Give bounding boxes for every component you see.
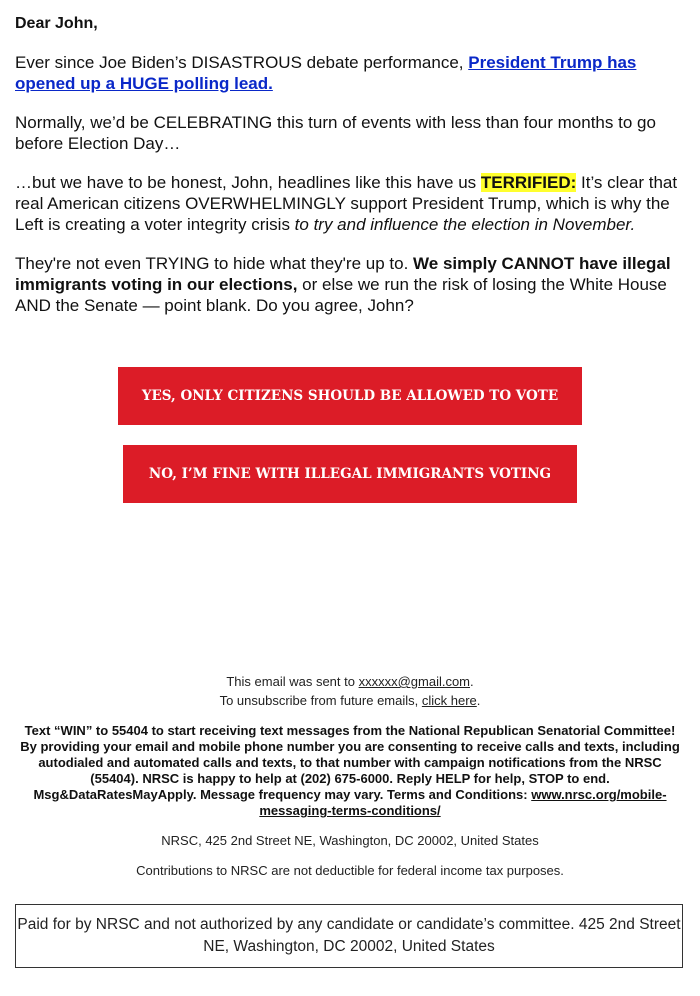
paid-for-text: Paid for by NRSC and not authorized by any candidate or candidate’s committee. 425 2nd Street NE, Washington, DC 20002, United States [17,916,681,955]
unsubscribe-line [0,691,700,710]
paragraph-4 [15,253,683,316]
no-button-row [0,445,700,503]
no-fine-with-immigrants-button[interactable]: NO, I’M FINE WITH ILLEGAL IMMIGRANTS VOTING [123,445,577,503]
address: NRSC, 425 2nd Street NE, Washington, DC 20002, United States [161,833,539,848]
unsubscribe-link[interactable]: click here [421,693,477,708]
paragraph-3-italic: to try and influence the election in November. [294,215,636,234]
paragraph-2: Normally, we’d be CELEBRATING this turn of events with less than four months to go before Election Day… [15,113,656,153]
recipient-email-link[interactable]: xxxxxx@gmail.com [358,674,471,689]
yes-citizens-only-button[interactable]: YES, ONLY CITIZENS SHOULD BE ALLOWED TO VOTE [118,367,582,425]
sent-to-prefix: This email was sent to [226,674,359,689]
contributions-notice: Contributions to NRSC are not deductible for federal income tax purposes. [136,863,564,878]
sent-notice [0,672,700,710]
sent-to-suffix: . [470,674,474,689]
unsubscribe-suffix: . [476,693,481,708]
terrified-highlight: TERRIFIED: [480,173,577,192]
sms-disclaimer [18,723,682,819]
paid-for-disclaimer-box [15,904,683,968]
polling-lead-link[interactable]: President Trump has opened up a HUGE polling lead. [15,53,637,93]
terms-conditions-link[interactable]: www.nrsc.org/mobile-messaging-terms-conditions/ [259,787,667,818]
email-body [15,14,683,334]
sent-to-line [0,672,700,691]
paragraph-3-text-b: It’s clear that real American citizens OVERWHELMINGLY support President Trump, which is why the Left is creating a voter integrity crisis [15,173,678,234]
paragraph-4-bold: We simply CANNOT have illegal immigrants voting in our elections, [15,254,671,294]
paragraph-4-text-b: or else we run the risk of losing the White House AND the Senate — point blank. Do you agree, John? [15,275,667,315]
sms-text: Text “WIN” to 55404 to start receiving text messages from the National Republican Senatorial Committee! By providing your email and mobile phone number you are consenting to receive calls and texts, including autodialed and automated calls and texts, to that number with campaign notifications from the NRSC (55404). NRSC is happy to help at (202) 675-6000. Reply HELP for help, STOP to end. Msg&DataRatesMayApply. Message frequency may vary. Terms and Conditions: [20,723,680,802]
unsubscribe-prefix: To unsubscribe from future emails, [219,693,422,708]
paragraph-4-text-a: They're not even TRYING to hide what they're up to. [15,254,414,273]
paragraph-1 [15,52,683,94]
yes-button-row [0,367,700,425]
paragraph-3-text-a: …but we have to be honest, John, headlines like this have us [15,173,481,192]
paragraph-3 [15,172,683,235]
greeting: Dear John, [15,15,98,32]
paragraph-1-text: Ever since Joe Biden’s DISASTROUS debate performance, [15,53,469,72]
